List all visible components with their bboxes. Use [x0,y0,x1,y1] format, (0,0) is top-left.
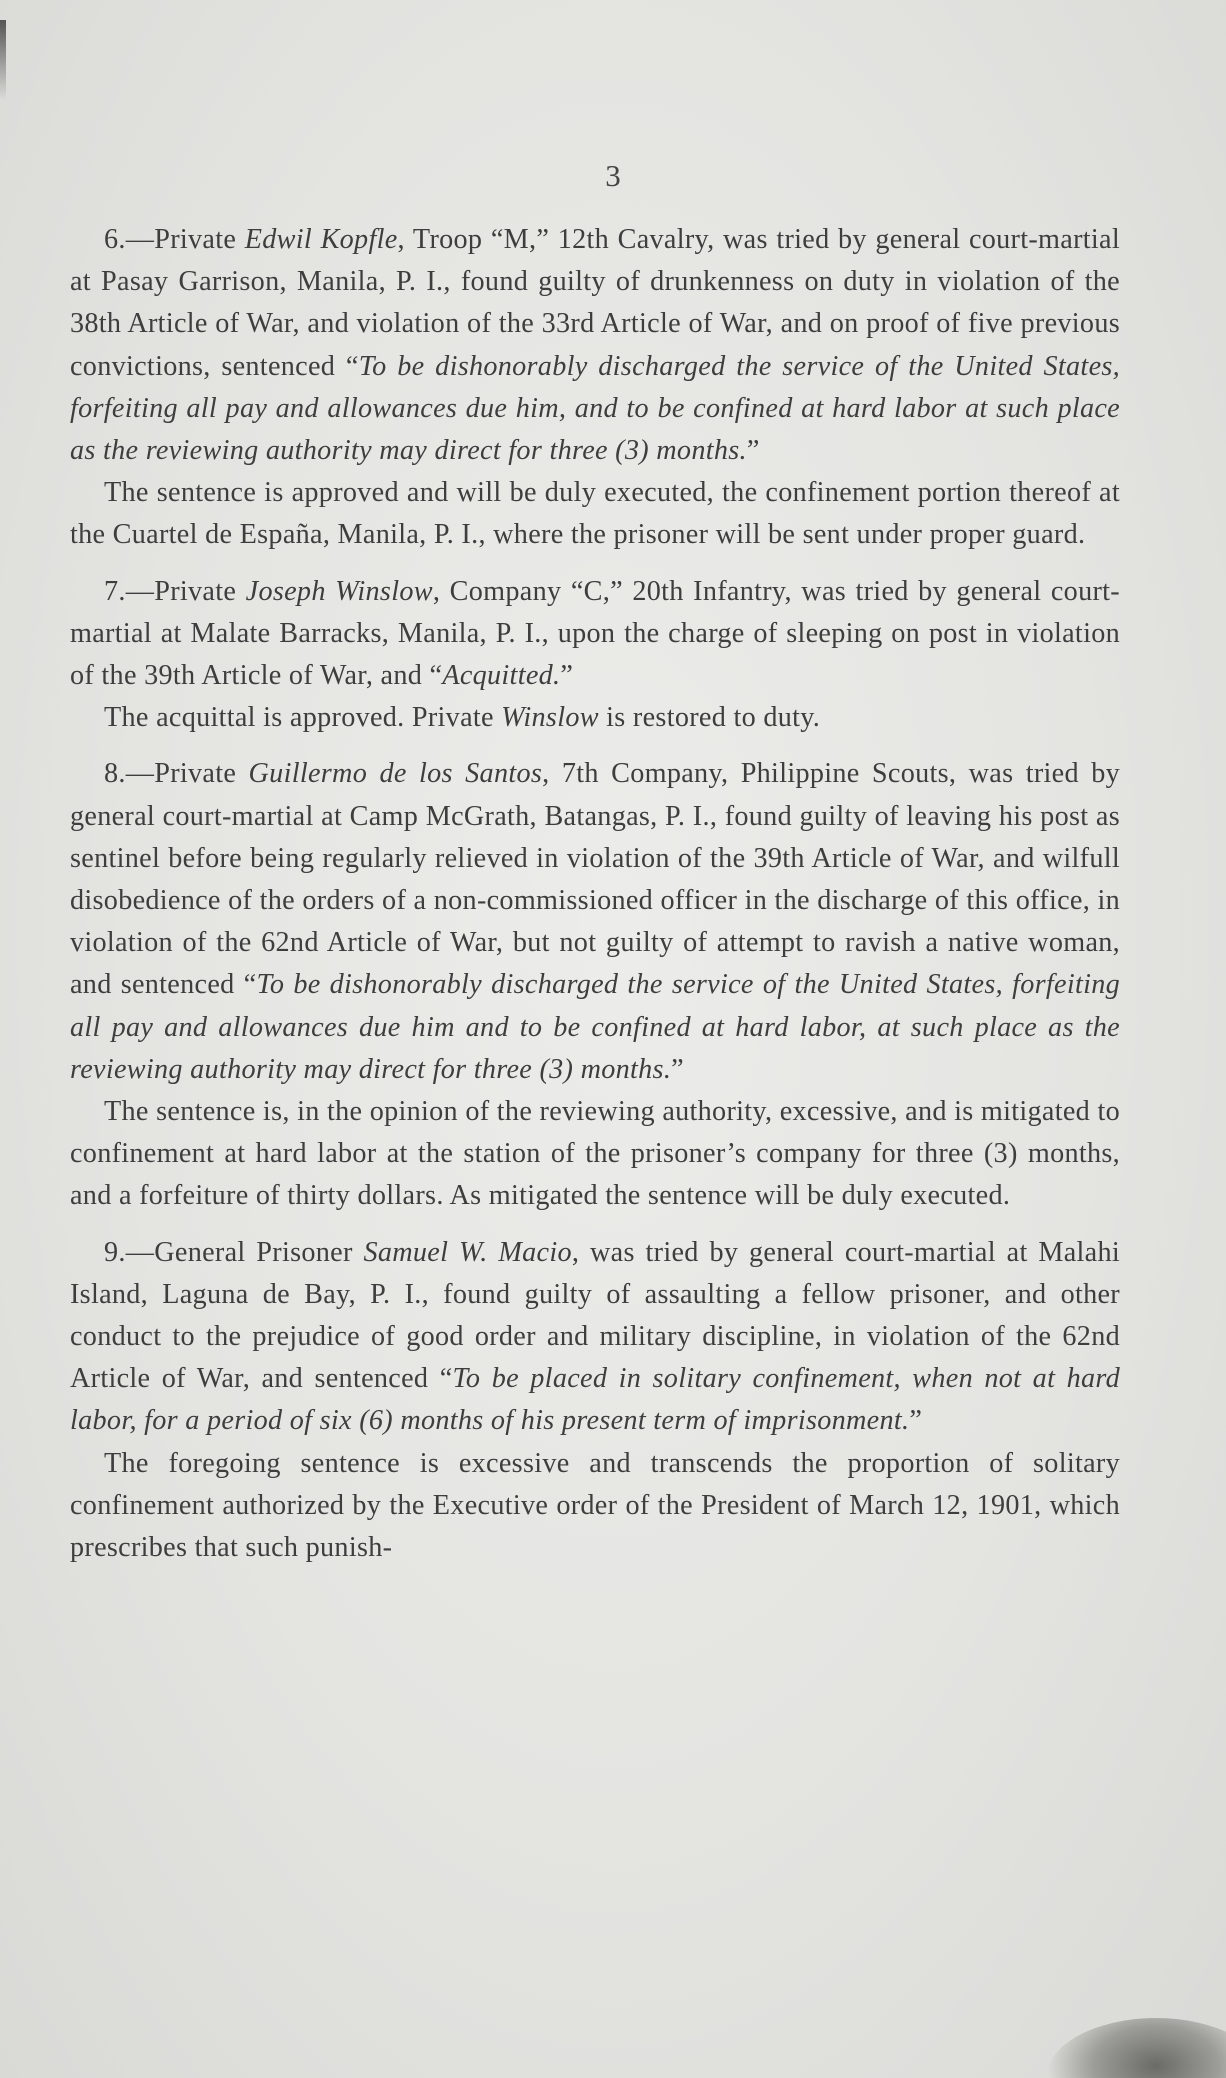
text-run: ” [909,1405,923,1437]
case-paragraph [70,753,1120,1091]
italic-text: Joseph Winslow [245,575,433,607]
text-run: 8.—Private [104,758,249,790]
text-run: ” [671,1053,684,1085]
italic-text: Samuel W. Macio [363,1236,572,1268]
italic-text: Acquitted. [442,660,561,692]
text-run: The sentence is approved and will be duly executed, the confinement portion thereof at the Cuartel de España, Manila, P. I., where the prisoner will be sent under proper guard. [70,477,1120,551]
italic-text: To be placed in solitary confinement, when not at hard labor, for a period of six (6) months of his present term of imprisonment. [70,1363,1120,1437]
review-paragraph [70,472,1120,556]
italic-text: Winslow [501,702,599,734]
document-body [70,219,1120,1569]
text-run: is restored to duty. [598,702,821,734]
text-run: ” [560,660,574,692]
text-run: , 7th Company, Philippine Scouts, was tried by general court-martial at Camp McGrath, Batangas, P. I., found guilty of leaving his post as sentinel before being regularly relieved in violation of the 39th Article of War, and wilfull disobedience of the orders of a non-commissioned officer in the discharge of this office, in violation of the 62nd Article of War, but not guilty of attempt to ravish a native woman, and sentenced “ [70,758,1120,1001]
case-paragraph [70,219,1120,472]
text-run: 9.—General Prisoner [104,1236,364,1268]
text-run: , Company “C,” 20th Infantry, was tried by general court-martial at Malate Barracks, Manila, P. I., upon the charge of sleeping on post in violation of the 39th Article of War, and “ [70,575,1120,692]
text-run: The foregoing sentence is excessive and transcends the proportion of solitary confinement authorized by the Executive order of the President of March 12, 1901, which prescribes that such punish- [70,1447,1120,1564]
review-paragraph [70,697,1120,739]
scan-corner-shadow [1046,2018,1226,2078]
italic-text: Guillermo de los Santos [248,758,543,790]
item-spacer [70,1218,1120,1232]
text-run: The acquittal is approved. Private [104,702,502,734]
item-spacer [70,557,1120,571]
item-spacer [70,739,1120,753]
text-run: , was tried by general court-martial at Malahi Island, Laguna de Bay, P. I., found guilty of assaulting a fellow prisoner, and other conduct to the prejudice of good order and military discipline, in violation of the 62nd Article of War, and sentenced “ [70,1236,1121,1395]
review-paragraph [70,1443,1120,1570]
case-paragraph [70,571,1120,698]
text-run: The sentence is, in the opinion of the reviewing authority, excessive, and is mitigated to confinement at hard labor at the station of the prisoner’s company for three (3) months, and a forfeiture of thirty dollars. As mitigated the sentence will be duly executed. [70,1096,1120,1212]
review-paragraph [70,1091,1120,1218]
text-run: 6.—Private [104,224,245,255]
italic-text: Edwil Kopfle [244,224,398,255]
text-run: 7.—Private [104,575,246,607]
text-run: ” [746,435,760,467]
scan-edge-mark [0,20,6,100]
italic-text: To be dishonorably discharged the service of the United States, forfeiting all pay and allowances due him, and to be confined at hard labor at such place as the reviewing authority may direct for three (3) months. [70,350,1120,467]
italic-text: To be dishonorably discharged the service of the United States, forfeiting all pay and allowances due him and to be confined at hard labor, at such place as the reviewing authority may direct for three (3) months. [70,969,1120,1085]
text-run: , Troop “M,” 12th Cavalry, was tried by general court-martial at Pasay Garrison, Manila, P. I., found guilty of drunkenness on duty in violation of the 38th Article of War, and violation of the 33rd Article of War, and on proof of five previous convictions, sentenced “ [70,224,1120,382]
page-number: 3 [605,158,621,193]
case-paragraph [70,1232,1120,1443]
